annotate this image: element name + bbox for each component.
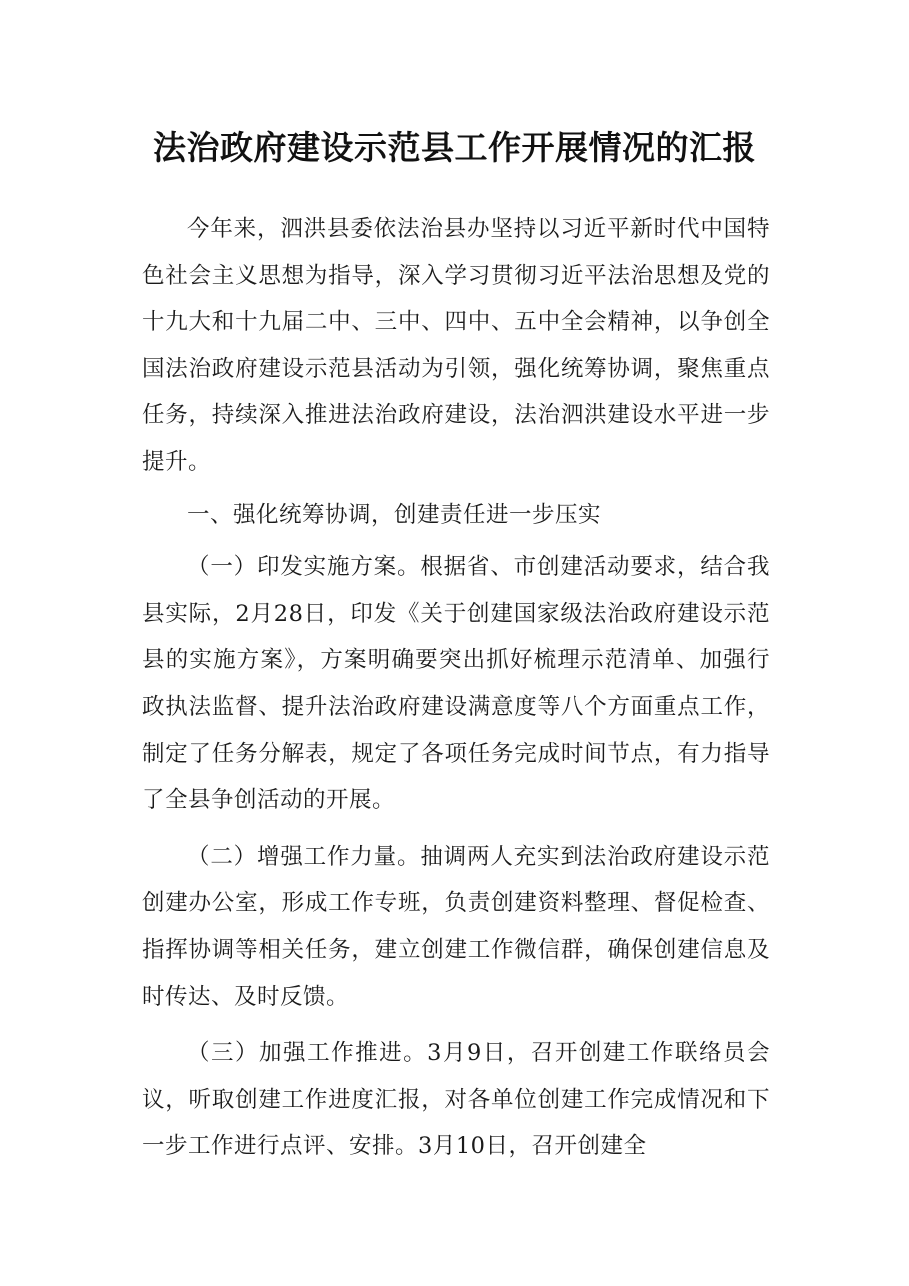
intro-paragraph: 今年来，泗洪县委依法治县办坚持以习近平新时代中国特色社会主义思想为指导，深入学习贯彻习近平法治思想及党的十九大和十九届二中、三中、四中、五中全会精神，以争创全国法治政府建设示范县活动为引领，强化统筹协调，聚焦重点任务，持续深入推进法治政府建设，法治泗洪建设水平进一步提升。 bbox=[142, 216, 770, 475]
document-body bbox=[142, 206, 770, 1170]
paragraph-item-1: （一）印发实施方案。根据省、市创建活动要求，结合我县实际，2月28日，印发《关于创建国家级法治政府建设示范县的实施方案》，方案明确要突出抓好梳理示范清单、加强行政执法监督、提升法治政府建设满意度等八个方面重点工作，制定了任务分解表，规定了各项任务完成时间节点，有力指导了全县争创活动的开展。 bbox=[142, 554, 770, 814]
paragraph-item-2: （二）增强工作力量。抽调两人充实到法治政府建设示范创建办公室，形成工作专班，负责创建资料整理、督促检查、指挥协调等相关任务，建立创建工作微信群，确保创建信息及时传达、及时反馈。 bbox=[142, 843, 770, 1010]
section-heading-1: 一、强化统筹协调，创建责任进一步压实 bbox=[187, 501, 602, 528]
paragraph-item-3: （三）加强工作推进。3月9日，召开创建工作联络员会议，听取创建工作进度汇报，对各单位创建工作完成情况和下一步工作进行点评、安排。3月10日，召开创建全 bbox=[142, 1040, 770, 1160]
document-title: 法治政府建设示范县工作开展情况的汇报 bbox=[153, 128, 756, 167]
